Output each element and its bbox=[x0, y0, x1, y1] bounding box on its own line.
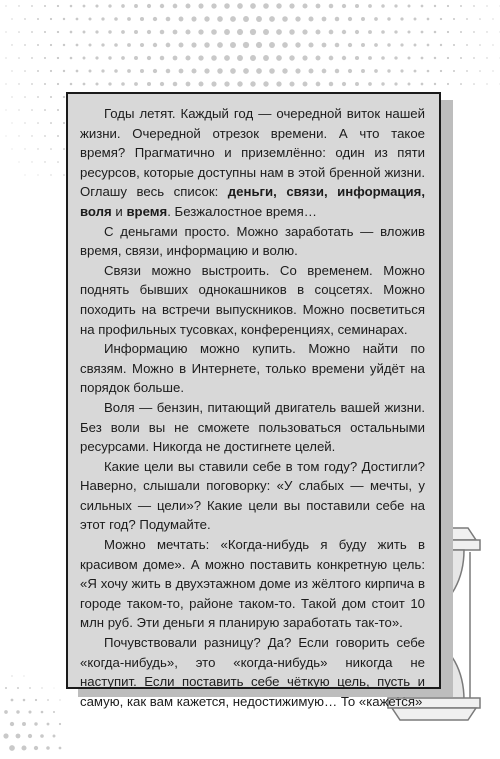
paragraph bbox=[80, 222, 425, 261]
text-run: Годы летят. Каждый год — очередной виток нашей жизни. Очередной отрезок времени. А что такое время? Прагматично и приземлённо: один из пяти ресурсов, которые доступны нам в этой бренной жизни. Оглашу весь список: bbox=[80, 106, 425, 200]
paragraph bbox=[80, 398, 425, 457]
paragraph bbox=[80, 633, 425, 711]
text-run: и bbox=[111, 203, 127, 219]
paragraph bbox=[80, 261, 425, 339]
paragraph bbox=[80, 535, 425, 633]
text-run: Информацию можно купить. Можно найти по связям. Можно в Интернете, только времени уйдёт на порядок больше. bbox=[80, 341, 425, 396]
paragraph bbox=[80, 457, 425, 535]
text-body bbox=[80, 104, 425, 711]
text-run: Можно мечтать: «Когда-нибудь я буду жить в красивом доме». А можно поставить конкретную цель: «Я хочу жить в двухэтажном доме из жёлтого кирпича в городе таком-то, районе таком-то. Такой дом стоит 10 млн руб. Эти деньги я планирую заработать так-то». bbox=[80, 537, 425, 631]
text-frame bbox=[66, 92, 441, 709]
paragraph bbox=[80, 104, 425, 222]
text-run: С деньгами просто. Можно заработать — вложив время, связи, информацию и волю. bbox=[80, 223, 425, 259]
bold-text-run: деньги, связи, информация, воля bbox=[80, 184, 425, 219]
text-run: Воля — бензин, питающий двигатель вашей жизни. Без воли вы не сможете пользоваться остальными ресурсами. Никогда не достигнете целей. bbox=[80, 399, 425, 455]
text-run: . Безжалостное время… bbox=[167, 203, 317, 219]
text-run: Связи можно выстроить. Со временем. Можно поднять бывших однокашников в соцсетях. Можно походить на встречи выпускников. Можно посветиться на профильных тусовках, конференциях, семинарах. bbox=[80, 262, 425, 337]
paragraph bbox=[80, 339, 425, 398]
text-run: Какие цели вы ставили себе в том году? Достигли? Наверно, слышали поговорку: «У слабых — мечты, у сильных — цели»? Какие цели вы поставили себе на этот год? Подумайте. bbox=[80, 458, 425, 533]
bold-text-run: время bbox=[126, 203, 168, 219]
text-run: Почувствовали разницу? Да? Если говорить себе «когда-нибудь», это «когда-нибудь» никогда не наступит. Если поставить себе чёткую цель, пусть и самую, как вам кажется, недостижимую… То «кажется» bbox=[80, 635, 425, 709]
